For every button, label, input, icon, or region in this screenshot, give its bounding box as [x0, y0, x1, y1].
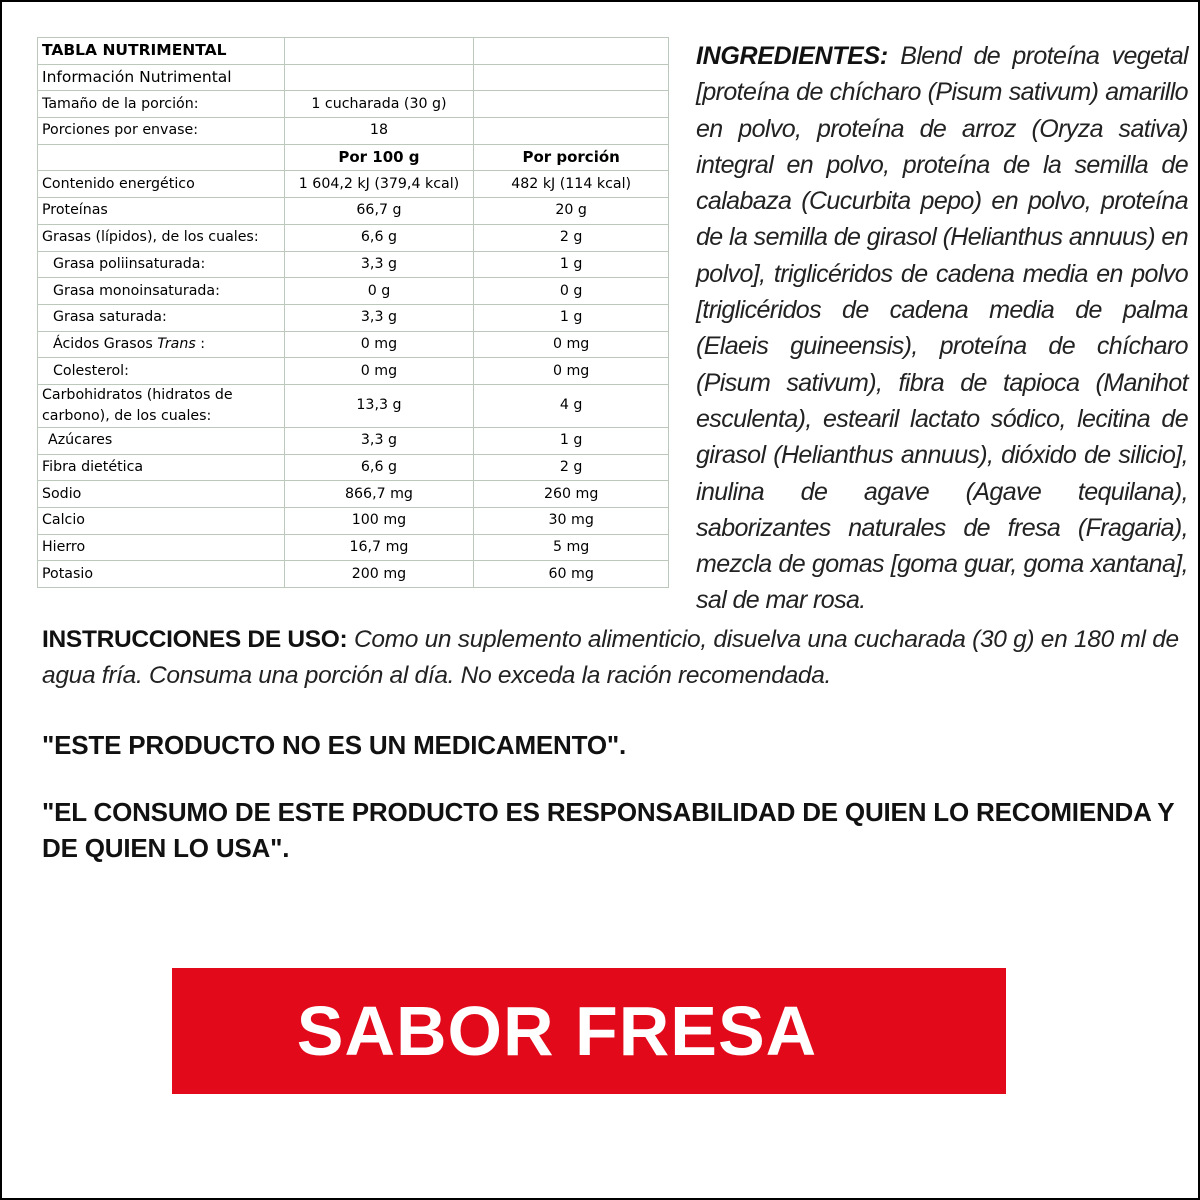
- row-per-serving: 60 mg: [474, 561, 669, 588]
- table-row: [38, 171, 669, 198]
- row-label-text: Ácidos Grasos: [53, 335, 158, 352]
- row-label: Hierro: [38, 534, 285, 561]
- row-label: Contenido energético: [38, 171, 285, 198]
- serving-size-row: [38, 91, 669, 118]
- row-per-serving: 260 mg: [474, 481, 669, 508]
- row-per-serving: 0 mg: [474, 358, 669, 385]
- table-title: TABLA NUTRIMENTAL: [38, 38, 285, 65]
- row-per100: 13,3 g: [284, 384, 474, 427]
- row-per100: 866,7 mg: [284, 481, 474, 508]
- row-per100: 0 mg: [284, 358, 474, 385]
- row-label: Grasa poliinsaturada:: [38, 251, 285, 278]
- row-per-serving: 0 g: [474, 278, 669, 305]
- ingredients-heading: INGREDIENTES:: [696, 42, 888, 70]
- flavor-banner: [172, 968, 1006, 1094]
- row-label: Proteínas: [38, 198, 285, 225]
- row-label: Calcio: [38, 508, 285, 535]
- row-label: Fibra dietética: [38, 454, 285, 481]
- row-label: Grasa monoinsaturada:: [38, 278, 285, 305]
- servings-label: Porciones por envase:: [38, 118, 285, 145]
- row-per-serving: 1 g: [474, 427, 669, 454]
- row-per100: 0 mg: [284, 331, 474, 358]
- row-per-serving: 0 mg: [474, 331, 669, 358]
- row-per100: 16,7 mg: [284, 534, 474, 561]
- table-row: [38, 561, 669, 588]
- table-subtitle: Información Nutrimental: [38, 64, 285, 91]
- row-label: Grasa saturada:: [38, 304, 285, 331]
- row-label-suffix: :: [195, 335, 206, 352]
- row-per100: 100 mg: [284, 508, 474, 535]
- table-row: [38, 251, 669, 278]
- row-label: Potasio: [38, 561, 285, 588]
- row-per-serving: 2 g: [474, 454, 669, 481]
- row-label: [38, 331, 285, 358]
- row-per-serving: 5 mg: [474, 534, 669, 561]
- servings-value: 18: [284, 118, 474, 145]
- table-row: [38, 331, 669, 358]
- warning-not-medicine: "ESTE PRODUCTO NO ES UN MEDICAMENTO".: [42, 730, 627, 760]
- row-per-serving: 482 kJ (114 kcal): [474, 171, 669, 198]
- row-label: Colesterol:: [38, 358, 285, 385]
- table-row: [38, 198, 669, 225]
- servings-per-container-row: [38, 118, 669, 145]
- flavor-label: SABOR FRESA: [296, 992, 818, 1070]
- row-label: Azúcares: [38, 427, 285, 454]
- table-info-row: [38, 64, 669, 91]
- row-per100: 3,3 g: [284, 304, 474, 331]
- table-row: [38, 427, 669, 454]
- table-row: [38, 358, 669, 385]
- table-row: [38, 534, 669, 561]
- ingredients-text: [696, 38, 1188, 619]
- row-per-serving: 2 g: [474, 224, 669, 251]
- table-row: [38, 508, 669, 535]
- serving-size-label: Tamaño de la porción:: [38, 91, 285, 118]
- table-row: [38, 454, 669, 481]
- column-header-per100: Por 100 g: [284, 144, 474, 171]
- row-per100: 0 g: [284, 278, 474, 305]
- column-header-per-serving: Por porción: [474, 144, 669, 171]
- table-row: [38, 384, 669, 427]
- row-per100: 6,6 g: [284, 454, 474, 481]
- instructions-heading: INSTRUCCIONES DE USO:: [42, 626, 348, 653]
- row-per100: 6,6 g: [284, 224, 474, 251]
- row-per-serving: 1 g: [474, 304, 669, 331]
- serving-size-value: 1 cucharada (30 g): [284, 91, 474, 118]
- row-label: Carbohidratos (hidratos de carbono), de los cuales:: [38, 384, 285, 427]
- row-per-serving: 20 g: [474, 198, 669, 225]
- table-row: [38, 304, 669, 331]
- row-label: Grasas (lípidos), de los cuales:: [38, 224, 285, 251]
- nutrition-table: [37, 37, 669, 588]
- row-per-serving: 30 mg: [474, 508, 669, 535]
- column-header-row: [38, 144, 669, 171]
- row-per100: 3,3 g: [284, 251, 474, 278]
- table-title-row: [38, 38, 669, 65]
- row-per100: 1 604,2 kJ (379,4 kcal): [284, 171, 474, 198]
- row-per100: 3,3 g: [284, 427, 474, 454]
- table-row: [38, 224, 669, 251]
- usage-instructions: [42, 622, 1182, 694]
- warning-responsibility: "EL CONSUMO DE ESTE PRODUCTO ES RESPONSABILIDAD DE QUIEN LO RECOMIENDA Y DE QUIEN LO USA".: [42, 797, 1174, 863]
- row-label: Sodio: [38, 481, 285, 508]
- row-per-serving: 4 g: [474, 384, 669, 427]
- table-row: [38, 278, 669, 305]
- row-per-serving: 1 g: [474, 251, 669, 278]
- table-row: [38, 481, 669, 508]
- row-per100: 200 mg: [284, 561, 474, 588]
- instructions-text: Como un suplemento alimenticio, disuelva una cucharada (30 g) en 180 ml de agua fría. Consuma una porción al día. No exceda la ración recomendada.: [42, 626, 1179, 689]
- ingredients-list: Blend de proteína vegetal [proteína de chícharo (Pisum sativum) amarillo en polvo, proteína de arroz (Oryza sativa) integral en polvo, proteína de la semilla de calabaza (Cucurbita pepo) en polvo, proteína de la semilla de girasol (Helianthus annuus) en polvo], triglicéridos de cadena media en polvo [triglicéridos de cadena media de palma (Elaeis guineensis), proteína de chícharo (Pisum sativum), fibra de tapioca (Manihot esculenta), estearil lactato sódico, lecitina de girasol (Helianthus annuus), dióxido de silicio], inulina de agave (Agave tequilana), saborizantes naturales de fresa (Fragaria), mezcla de gomas [goma guar, goma xantana], sal de mar rosa.: [696, 42, 1188, 615]
- row-label-italic: Trans: [157, 335, 196, 352]
- row-per100: 66,7 g: [284, 198, 474, 225]
